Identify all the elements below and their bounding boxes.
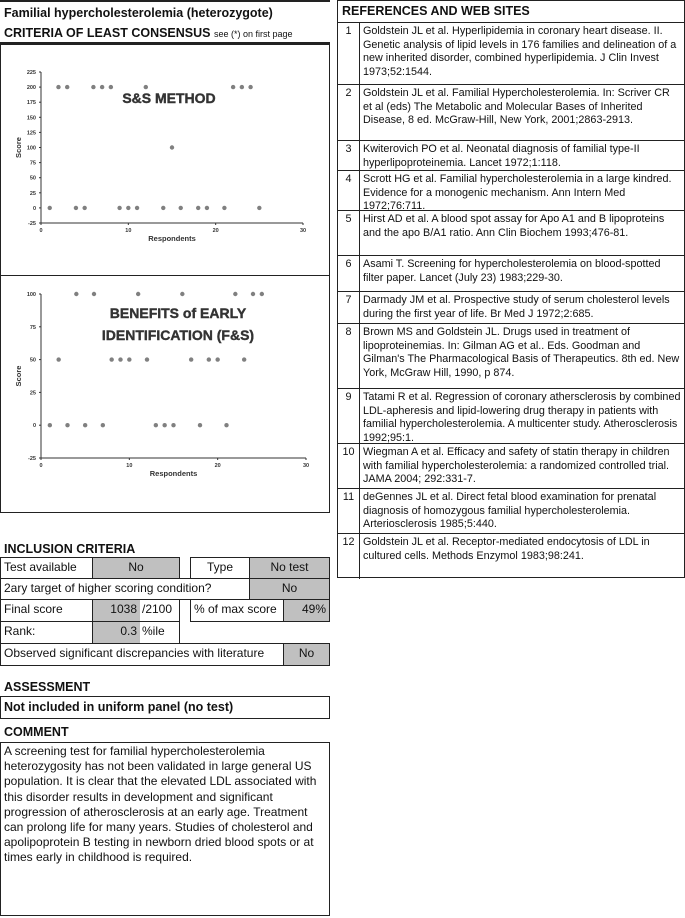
final-score-value: 1038 — [92, 599, 140, 622]
reference-text: deGennes JL et al. Direct fetal blood examination for prenatal diagnosis of homozygous familial hypercholesterolemia. Arteriosclerosis 1985;5:440. — [363, 491, 657, 531]
x-tick-label: 30 — [302, 463, 310, 469]
data-point — [231, 85, 235, 89]
data-point — [207, 357, 211, 361]
reference-text: Hirst AD et al. A blood spot assay for Apo A1 and B lipoproteins and the apo B/A1 ratio. Ann Clin Biochem 1993;476-81. — [363, 213, 665, 239]
y-tick-label: 75 — [29, 160, 36, 167]
data-point — [170, 145, 174, 149]
test-available-label: Test available — [0, 557, 93, 579]
y-tick-label: 200 — [26, 85, 36, 92]
y-tick-label: -25 — [28, 456, 36, 462]
y-tick-label: 225 — [26, 70, 36, 76]
data-point — [100, 85, 104, 89]
data-point — [240, 85, 244, 89]
y-tick-label: 25 — [29, 390, 36, 397]
reference-number: 5 — [338, 211, 360, 255]
data-point — [74, 206, 78, 210]
reference-number: 8 — [338, 324, 360, 388]
data-point — [215, 357, 219, 361]
y-axis-label: Score — [14, 137, 23, 158]
x-axis-label: Respondents — [149, 469, 198, 478]
data-point — [56, 357, 60, 361]
chart-ss-method-svg — [1, 45, 328, 274]
y-tick-label: 150 — [26, 115, 36, 122]
reference-number: 9 — [338, 389, 360, 443]
data-point — [242, 357, 246, 361]
data-point — [109, 85, 113, 89]
reference-text: Tatami R et al. Regression of coronary athersclerosis by combined LDL-apheresis and lipid-lowering drug therapy in patients with familial hypercholesterolemia. A multicenter study. Atherosclerosis 1992;95:1. — [363, 391, 681, 444]
x-tick-label: 10 — [126, 463, 133, 469]
references-list — [338, 23, 684, 579]
y-tick-label: 100 — [26, 145, 36, 152]
data-point — [48, 206, 52, 210]
data-point — [83, 423, 87, 427]
data-point — [65, 85, 69, 89]
subtitle-text: CRITERIA OF LEAST CONSENSUS — [4, 26, 211, 40]
reference-number: 6 — [338, 256, 360, 291]
title-block — [0, 0, 330, 44]
data-point — [126, 206, 130, 210]
data-point — [162, 423, 166, 427]
y-tick-label: 175 — [26, 100, 36, 107]
reference-text: Asami T. Screening for hypercholesterolemia on blood-spotted filter paper. Lancet (July 23) 1983;229-30. — [363, 258, 661, 284]
data-point — [233, 292, 237, 296]
data-point — [260, 292, 264, 296]
rank-label: Rank: — [0, 621, 93, 644]
chart-benefits — [0, 275, 330, 513]
y-tick-label: -25 — [28, 221, 36, 227]
data-point — [198, 423, 202, 427]
reference-item — [338, 141, 684, 171]
discrepancy-value: No — [283, 643, 330, 666]
data-point — [117, 206, 121, 210]
subtitle-note: see (*) on first page — [213, 29, 293, 39]
data-point — [74, 292, 78, 296]
data-point — [136, 292, 140, 296]
type-label: Type — [190, 557, 250, 579]
reference-number: 4 — [338, 171, 360, 210]
x-tick-label: 0 — [39, 228, 43, 234]
data-point — [171, 423, 175, 427]
data-point — [180, 292, 184, 296]
reference-item — [338, 171, 684, 211]
data-point — [248, 85, 252, 89]
data-point — [101, 423, 105, 427]
x-tick-label: 20 — [212, 228, 219, 234]
y-tick-label: 125 — [26, 130, 36, 137]
reference-text: Goldstein JL et al. Hyperlipidemia in coronary heart disease. II. Genetic analysis of lipid levels in 176 families and delineation of a new inherited disorder, combined hyperlipidemia. J Clin Invest 1973;52:1544. — [363, 25, 677, 78]
reference-text: Scrott HG et al. Familial hypercholesterolemia in a large kindred. Evidence for a monogenic mechanism. Ann Intern Med 1972;76:711. — [363, 173, 672, 213]
chart-benefits-svg — [1, 276, 328, 511]
reference-item — [338, 211, 684, 256]
secondary-target-value: No — [249, 578, 330, 600]
x-tick-label: 10 — [125, 228, 132, 234]
reference-item — [338, 324, 684, 389]
data-point — [127, 357, 131, 361]
final-score-max: /2100 — [139, 599, 180, 622]
reference-item — [338, 85, 684, 141]
inclusion-heading: INCLUSION CRITERIA — [4, 542, 136, 556]
data-point — [118, 357, 122, 361]
pct-max-label: % of max score — [190, 599, 284, 622]
data-point — [48, 423, 52, 427]
reference-item — [338, 256, 684, 292]
data-point — [161, 206, 165, 210]
data-point — [154, 423, 158, 427]
data-point — [144, 85, 148, 89]
reference-item — [338, 534, 684, 579]
data-point — [179, 206, 183, 210]
secondary-target-label: 2ary target of higher scoring condition? — [0, 578, 250, 600]
y-tick-label: 25 — [29, 190, 36, 197]
type-value: No test — [249, 557, 330, 579]
assessment-heading: ASSESSMENT — [4, 680, 91, 694]
data-point — [189, 357, 193, 361]
pct-max-value: 49% — [283, 599, 330, 622]
y-tick-label: 100 — [26, 292, 36, 298]
data-point — [205, 206, 209, 210]
reference-number: 3 — [338, 141, 360, 170]
reference-number: 7 — [338, 292, 360, 323]
final-score-label: Final score — [0, 599, 93, 622]
reference-number: 10 — [338, 444, 360, 488]
reference-number: 2 — [338, 85, 360, 140]
x-axis-label: Respondents — [148, 234, 196, 243]
data-point — [196, 206, 200, 210]
chart-title: IDENTIFICATION (F&S) — [101, 327, 255, 343]
y-tick-label: 50 — [29, 175, 36, 182]
data-point — [224, 423, 228, 427]
page-title: Familial hypercholesterolemia (heterozygote) — [4, 6, 273, 20]
data-point — [257, 206, 261, 210]
reference-item — [338, 444, 684, 489]
y-tick-label: 0 — [32, 205, 36, 212]
data-point — [251, 292, 255, 296]
reference-text: Darmady JM et al. Prospective study of serum cholesterol levels during the first year of life. Br Med J 1972;2:685. — [363, 294, 670, 320]
chart-ss-method — [0, 44, 330, 276]
data-point — [222, 206, 226, 210]
discrepancy-label: Observed significant discrepancies with literature — [0, 643, 284, 666]
reference-item — [338, 489, 684, 534]
reference-number: 1 — [338, 23, 360, 84]
data-point — [82, 206, 86, 210]
x-tick-label: 0 — [39, 463, 43, 469]
reference-text: Wiegman A et al. Efficacy and safety of statin therapy in children with familial hypercholesterolemia: a randomized controlled trial. JAMA 2004; 292:331-7. — [363, 446, 670, 486]
y-tick-label: 50 — [29, 357, 36, 364]
x-tick-label: 20 — [214, 463, 221, 469]
reference-item — [338, 292, 684, 324]
data-point — [65, 423, 69, 427]
chart-title: BENEFITS of EARLY — [109, 305, 247, 321]
reference-number: 11 — [338, 489, 360, 533]
data-point — [135, 206, 139, 210]
data-point — [109, 357, 113, 361]
reference-text: Kwiterovich PO et al. Neonatal diagnosis of familial type-II hyperlipoproteinemia. Lancet 1972;1:118. — [363, 143, 640, 169]
y-axis-label: Score — [14, 365, 23, 387]
comment-heading: COMMENT — [4, 725, 69, 739]
y-tick-label: 0 — [32, 423, 36, 430]
data-point — [145, 357, 149, 361]
test-available-value: No — [92, 557, 180, 579]
reference-item — [338, 23, 684, 85]
chart-title: S&S METHOD — [122, 90, 216, 106]
data-point — [91, 85, 95, 89]
assessment-text: Not included in uniform panel (no test) — [0, 696, 330, 719]
rank-unit: %ile — [139, 621, 180, 644]
reference-item — [338, 389, 684, 444]
references-panel — [337, 0, 685, 578]
reference-text: Goldstein JL et al. Receptor-mediated endocytosis of LDL in cultured cells. Methods Enzymol 1983;98:241. — [363, 536, 650, 562]
reference-text: Brown MS and Goldstein JL. Drugs used in treatment of lipoproteinemias. In: Gilman AG et al.. Eds. Goodman and Gilman's The Pharmacological Basis of Therapeutics. 8th ed. New York, McGraw Hill, 1990, p 874. — [363, 326, 680, 379]
references-heading: REFERENCES AND WEB SITES — [338, 1, 684, 23]
data-point — [56, 85, 60, 89]
comment-text: A screening test for familial hypercholesterolemia heterozygosity has not been validated in large general US population. It is clear that the elevated LDL associated with this disorder results in development and significant progression of atherosclerosis at an early age. Treatment can prolong life for many years. Studies of cholesterol and apolipoprotein B testing in newborn dried blood spots or at times early in childhood is required. — [0, 742, 330, 916]
reference-number: 12 — [338, 534, 360, 579]
y-tick-label: 75 — [29, 324, 36, 331]
section-subtitle — [4, 26, 293, 40]
reference-text: Goldstein JL et al. Familial Hypercholesterolemia. In: Scriver CR et al (eds) The Metabolic and Molecular Bases of Inherited Disease, 8 ed. McGraw-Hill, New York, 2001;2863-2913. — [363, 87, 670, 127]
data-point — [92, 292, 96, 296]
x-tick-label: 30 — [299, 228, 307, 234]
rank-value: 0.3 — [92, 621, 140, 644]
